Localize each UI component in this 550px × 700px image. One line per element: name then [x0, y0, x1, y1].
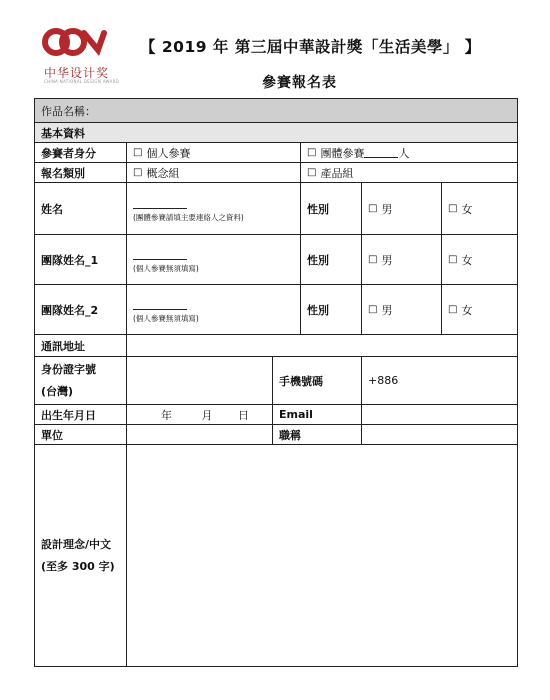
- team2-male-label: 男: [381, 303, 393, 317]
- id-label: [35, 357, 127, 405]
- id-field[interactable]: [127, 357, 273, 405]
- team2-row: [35, 285, 518, 335]
- birth-label: 出生年月日: [35, 405, 127, 425]
- team2-female-label: 女: [461, 303, 473, 317]
- team1-female-cell: [442, 235, 518, 285]
- concept-row: [35, 445, 518, 667]
- team-unit-label: 人: [398, 146, 410, 160]
- birth-row: [35, 405, 518, 425]
- month-label: 月: [201, 408, 213, 422]
- name-field[interactable]: [127, 183, 301, 235]
- concept-label-line1: 設計理念/中文: [41, 537, 112, 551]
- unit-row: [35, 425, 518, 445]
- registration-form: [34, 98, 518, 667]
- name-note: (團體參賽請填主要連絡人之資料): [133, 213, 244, 222]
- name-row: [35, 183, 518, 235]
- team1-male-checkbox[interactable]: □: [368, 254, 378, 265]
- individual-checkbox[interactable]: □: [133, 147, 143, 158]
- job-title-field[interactable]: [362, 425, 518, 445]
- team2-label: 團隊姓名_2: [35, 285, 127, 335]
- concept-label-line2: (至多 300 字): [41, 559, 115, 573]
- logo-text: 中华设计奖: [44, 66, 110, 80]
- email-label: Email: [273, 405, 362, 425]
- address-field[interactable]: [127, 335, 518, 357]
- team2-field[interactable]: [127, 285, 301, 335]
- phone-label: 手機號碼: [273, 357, 362, 405]
- day-label: 日: [238, 408, 249, 422]
- team-count-field[interactable]: [364, 147, 398, 158]
- id-label-line1: 身份證字號: [41, 362, 96, 376]
- team2-underline: [133, 295, 187, 310]
- category-row: [35, 163, 518, 183]
- female-option-cell: [442, 183, 518, 235]
- team2-male-checkbox[interactable]: □: [368, 304, 378, 315]
- work-name-row: [35, 99, 518, 123]
- team-checkbox[interactable]: □: [307, 147, 317, 158]
- form-header: [0, 0, 550, 98]
- team1-male-label: 男: [381, 253, 393, 267]
- address-row: [35, 335, 518, 357]
- category-label: 報名類別: [35, 163, 127, 183]
- team1-underline: [133, 245, 187, 260]
- team2-male-cell: [362, 285, 442, 335]
- team2-female-cell: [442, 285, 518, 335]
- basic-info-heading: 基本資料: [35, 123, 518, 143]
- team1-female-label: 女: [461, 253, 473, 267]
- product-group-checkbox[interactable]: □: [307, 167, 317, 178]
- product-group-cell: [301, 163, 518, 183]
- individual-option-cell: [127, 143, 301, 163]
- product-group-label: 產品組: [320, 166, 354, 180]
- team1-gender-label: 性別: [301, 235, 362, 285]
- team2-note: (個人參賽無須填寫): [133, 314, 199, 323]
- page-subtitle: 參賽報名表: [262, 75, 337, 91]
- name-underline: [133, 194, 187, 209]
- job-title-label: 職稱: [273, 425, 362, 445]
- individual-label: 個人參賽: [146, 146, 191, 160]
- team1-label: 團隊姓名_1: [35, 235, 127, 285]
- concept-group-cell: [127, 163, 301, 183]
- phone-prefix: +886: [368, 374, 399, 387]
- concept-label: [35, 445, 127, 667]
- male-checkbox[interactable]: □: [368, 203, 378, 214]
- unit-field[interactable]: [127, 425, 273, 445]
- phone-field[interactable]: [362, 357, 518, 405]
- identity-row: [35, 143, 518, 163]
- name-label: 姓名: [35, 183, 127, 235]
- team-label: 團體參賽: [320, 146, 365, 160]
- logo-subtext: CHINA NATIONAL DESIGN AWARD: [44, 79, 120, 84]
- concept-group-checkbox[interactable]: □: [133, 167, 143, 178]
- female-checkbox[interactable]: □: [448, 203, 458, 214]
- team2-female-checkbox[interactable]: □: [448, 304, 458, 315]
- female-label: 女: [461, 202, 473, 216]
- team-option-cell: [301, 143, 518, 163]
- team1-male-cell: [362, 235, 442, 285]
- page-title: 【 2019 年 第三屆中華設計獎「生活美學」 】: [140, 38, 481, 56]
- concept-group-label: 概念組: [146, 166, 180, 180]
- team1-row: [35, 235, 518, 285]
- gender-label: 性別: [301, 183, 362, 235]
- address-label: 通訊地址: [35, 335, 127, 357]
- team1-note: (個人參賽無須填寫): [133, 264, 199, 273]
- concept-text-area[interactable]: [127, 445, 518, 667]
- basic-info-row: [35, 123, 518, 143]
- male-label: 男: [381, 202, 393, 216]
- male-option-cell: [362, 183, 442, 235]
- id-label-line2: (台灣): [41, 384, 74, 398]
- team1-female-checkbox[interactable]: □: [448, 254, 458, 265]
- work-name-field[interactable]: 作品名稱：: [35, 99, 518, 123]
- birth-field[interactable]: [127, 405, 273, 425]
- identity-label: 參賽者身分: [35, 143, 127, 163]
- email-field[interactable]: [362, 405, 518, 425]
- unit-label: 單位: [35, 425, 127, 445]
- year-label: 年: [161, 408, 172, 422]
- id-row: [35, 357, 518, 405]
- team2-gender-label: 性別: [301, 285, 362, 335]
- team1-field[interactable]: [127, 235, 301, 285]
